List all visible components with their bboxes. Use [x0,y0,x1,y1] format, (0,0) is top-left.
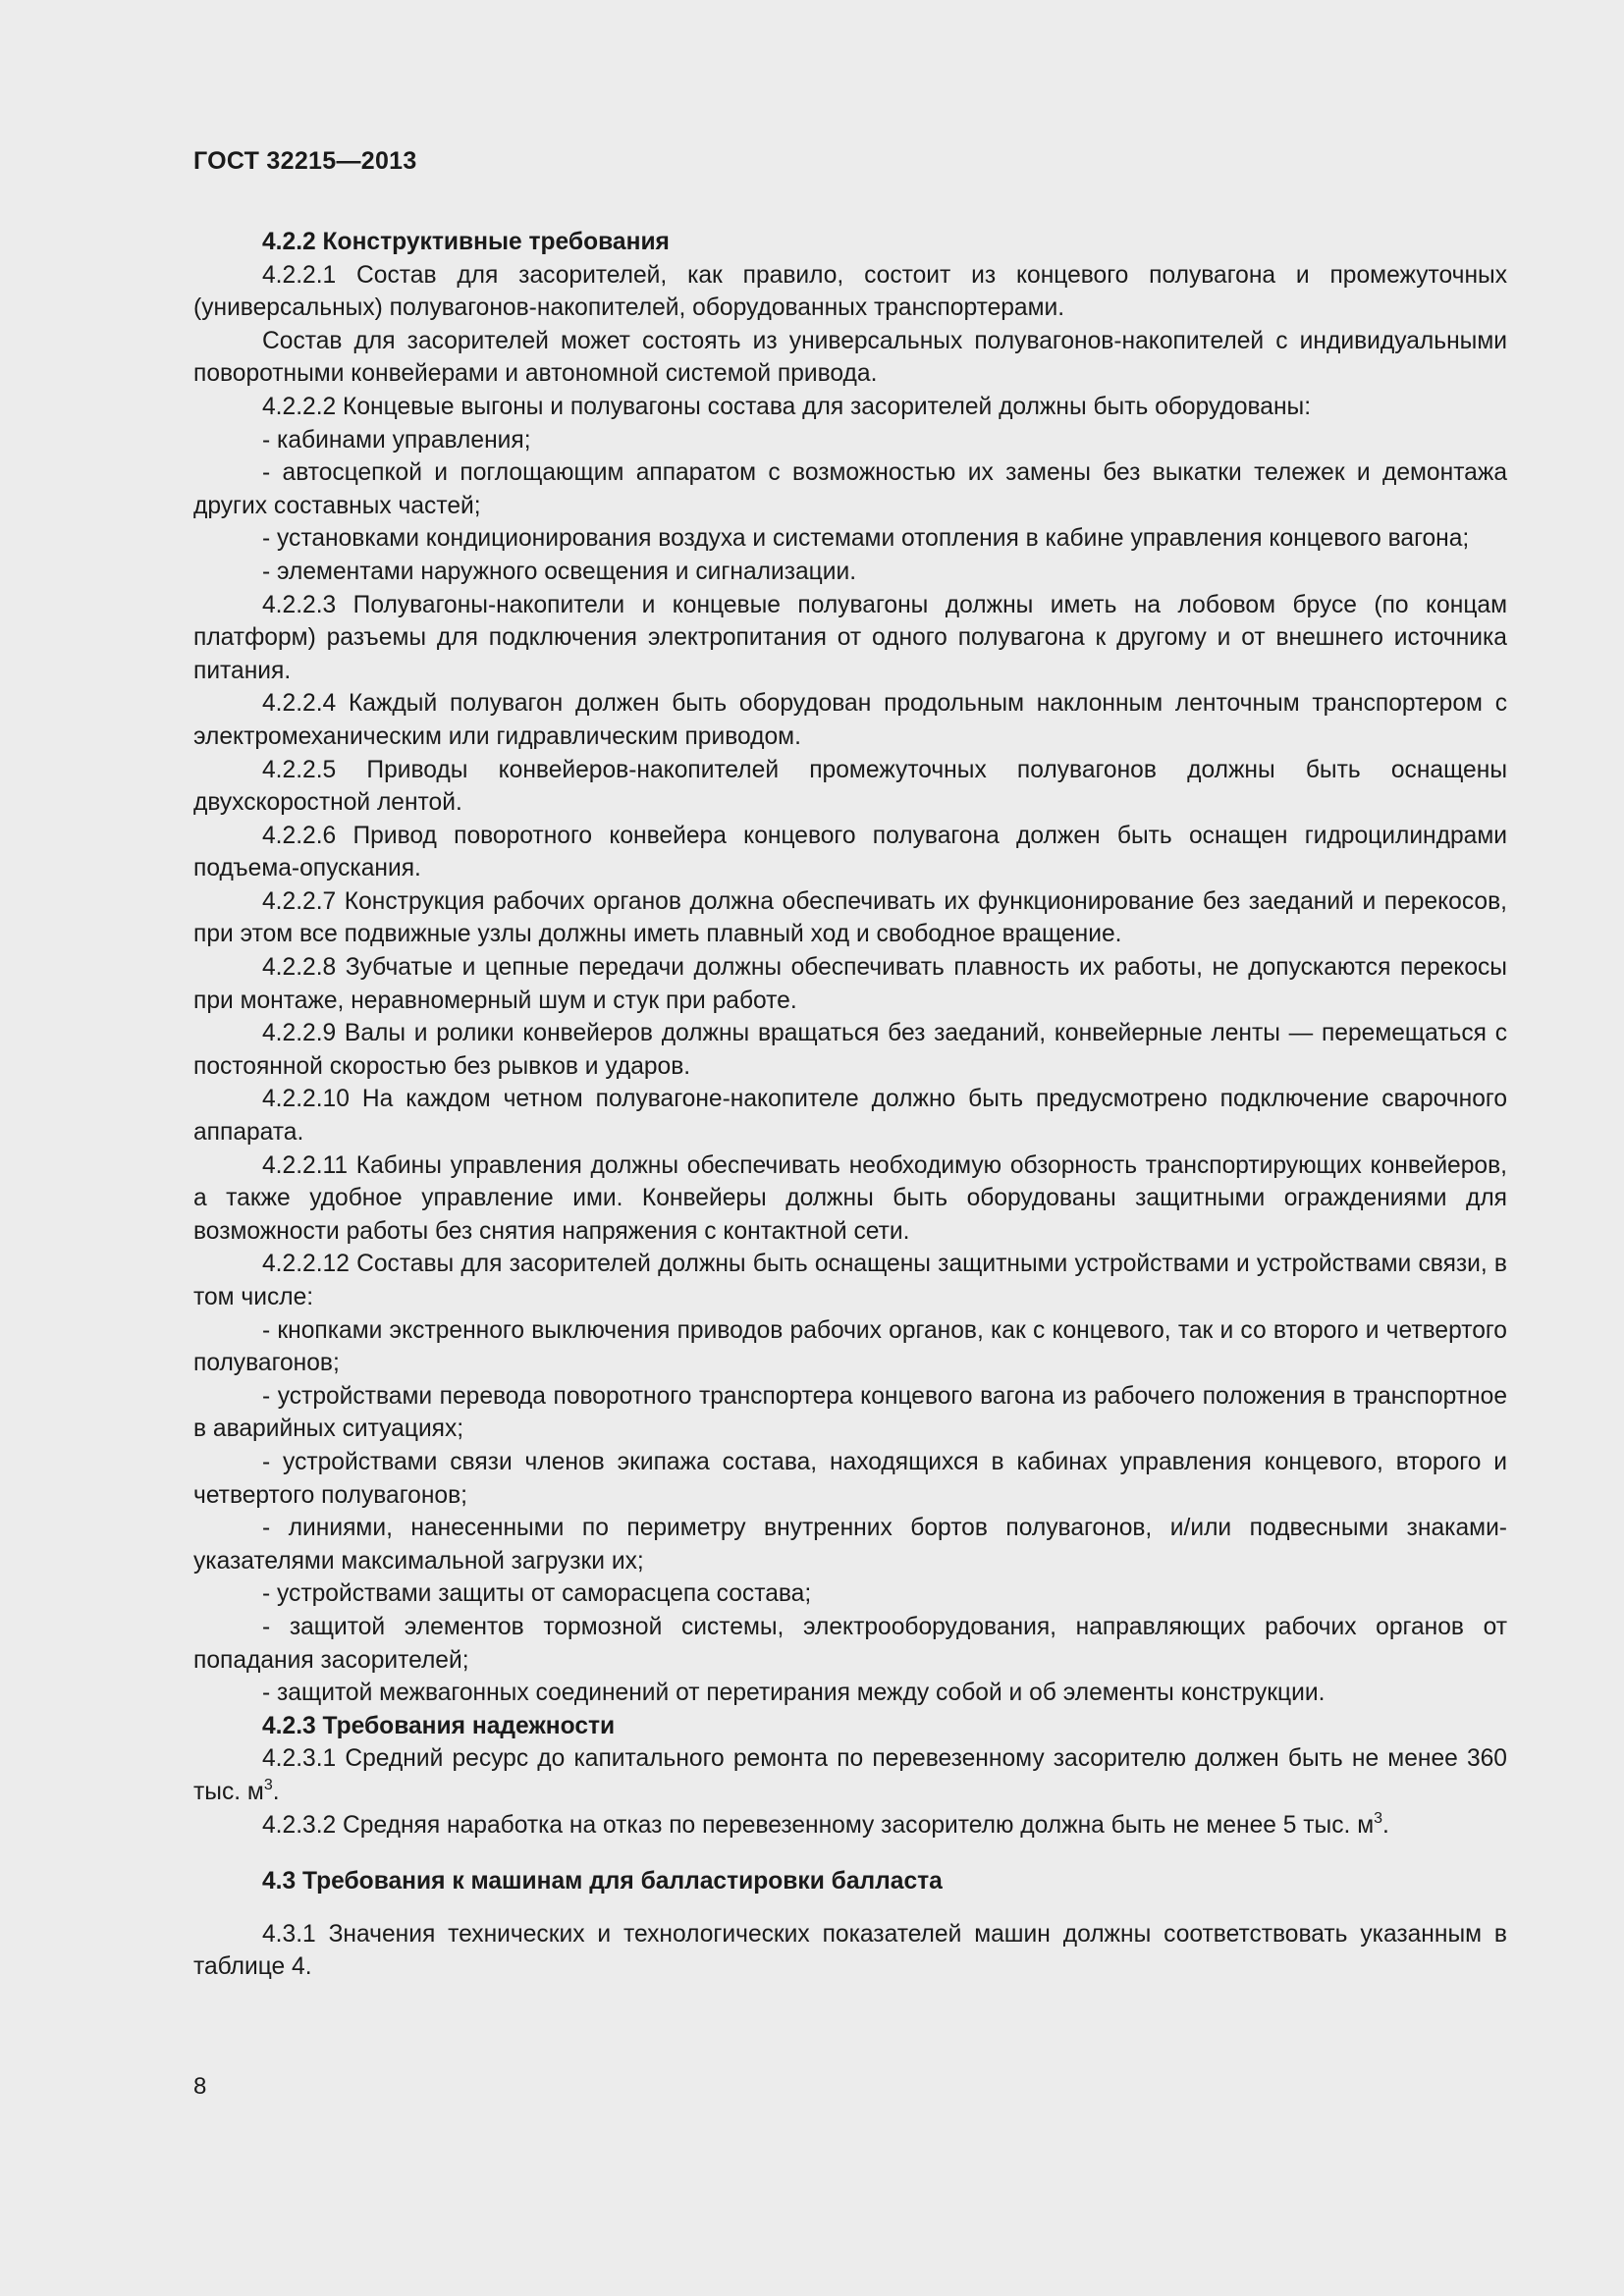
superscript: 3 [1374,1809,1383,1827]
paragraph: 4.2.2.1 Состав для засорителей, как правило, состоит из концевого полувагона и промежуточных (универсальных) полувагонов-накопителей, оборудованных транспортерами. [193,261,1507,322]
paragraph: Состав для засорителей может состоять из универсальных полувагонов-накопителей с индивидуальными поворотными конвейерами и автономной системой привода. [193,327,1507,388]
list-item: - линиями, нанесенными по периметру внутренних бортов полувагонов, и/или подвесными знаками-указателями максимальной загрузки их; [193,1515,1507,1575]
paragraph: 4.2.2.11 Кабины управления должны обеспечивать необходимую обзорность транспортирующих конвейеров, а также удобное управление ими. Конвейеры должны быть оборудованы защитными ограждениями для возможности работы без снятия напряжения с контактной сети. [193,1151,1507,1245]
paragraph: 4.3.1 Значения технических и технологических показателей машин должны соответствовать указанным в таблице 4. [193,1920,1507,1981]
paragraph: 4.2.2.2 Концевые выгоны и полувагоны состава для засорителей должны быть оборудованы: [262,393,1312,420]
paragraph-end: . [272,1778,280,1805]
list-item: - кабинами управления; [262,426,531,454]
paragraph-end: . [1382,1811,1389,1839]
page-number: 8 [193,2073,207,2100]
list-item: - кнопками экстренного выключения приводов рабочих органов, как с концевого, так и со второго и четвертого полувагонов; [193,1316,1507,1377]
paragraph [193,1809,1507,1842]
paragraph-text: 4.2.3.1 Средний ресурс до капитального ремонта по перевезенному засорителю должен быть не менее 360 тыс. м [193,1745,1507,1805]
paragraph: 4.2.2.10 На каждом четном полувагоне-накопителе должно быть предусмотрено подключение сварочного аппарата. [193,1086,1507,1147]
list-item: - устройствами защиты от саморасцепа состава; [262,1580,812,1608]
list-item: - автосцепкой и поглощающим аппаратом с возможностью их замены без выкатки тележек и демонтажа других составных частей; [193,459,1507,519]
section-heading-4-3: 4.3 Требования к машинам для балластировки балласта [262,1868,943,1896]
paragraph: 4.2.2.7 Конструкция рабочих органов должна обеспечивать их функционирование без заеданий и перекосов, при этом все подвижные узлы должны иметь плавный ход и свободное вращение. [193,887,1507,948]
list-item: - элементами наружного освещения и сигнализации. [262,558,857,585]
paragraph: 4.2.2.12 Составы для засорителей должны быть оснащены защитными устройствами и устройствами связи, в том числе: [193,1251,1507,1310]
paragraph: 4.2.2.5 Приводы конвейеров-накопителей промежуточных полувагонов должны быть оснащены двухскоростной лентой. [193,756,1507,817]
list-item: - защитой межвагонных соединений от перетирания между собой и об элементы конструкции. [262,1680,1326,1707]
paragraph: 4.2.2.8 Зубчатые и цепные передачи должны обеспечивать плавность их работы, не допускаются перекосы при монтаже, неравномерный шум и стук при работе. [193,954,1507,1014]
paragraph: 4.2.2.4 Каждый полувагон должен быть оборудован продольным наклонным ленточным транспортером с электромеханическим или гидравлическим приводом. [193,690,1507,750]
section-heading-4-2-2: 4.2.2 Конструктивные требования [262,229,670,255]
list-item: - защитой элементов тормозной системы, электрооборудования, направляющих рабочих органов от попадания засорителей; [193,1613,1507,1674]
document-body [193,226,1507,1984]
document-id-header: ГОСТ 32215—2013 [193,147,417,175]
list-item: - установками кондиционирования воздуха и системами отопления в кабине управления концевого вагона; [262,525,1470,553]
paragraph: 4.2.2.6 Привод поворотного конвейера концевого полувагона должен быть оснащен гидроцилиндрами подъема-опускания. [193,822,1507,882]
paragraph: 4.2.2.9 Валы и ролики конвейеров должны вращаться без заеданий, конвейерные ленты — перемещаться с постоянной скоростью без рывков и ударов. [193,1020,1507,1080]
paragraph [193,1742,1507,1808]
superscript: 3 [263,1776,273,1793]
list-item: - устройствами перевода поворотного транспортера концевого вагона из рабочего положения в транспортное в аварийных ситуациях; [193,1382,1507,1443]
paragraph-text: 4.2.3.2 Средняя наработка на отказ по перевезенному засорителю должна быть не менее 5 тыс. м [262,1811,1375,1839]
list-item: - устройствами связи членов экипажа состава, находящихся в кабинах управления концевого, второго и четвертого полувагонов; [193,1448,1507,1509]
paragraph: 4.2.2.3 Полувагоны-накопители и концевые полувагоны должны иметь на лобовом брусе (по концам платформ) разъемы для подключения электропитания от одного полувагона к другому и от внешнего источника питания. [193,591,1507,684]
section-heading-4-2-3: 4.2.3 Требования надежности [262,1712,616,1739]
